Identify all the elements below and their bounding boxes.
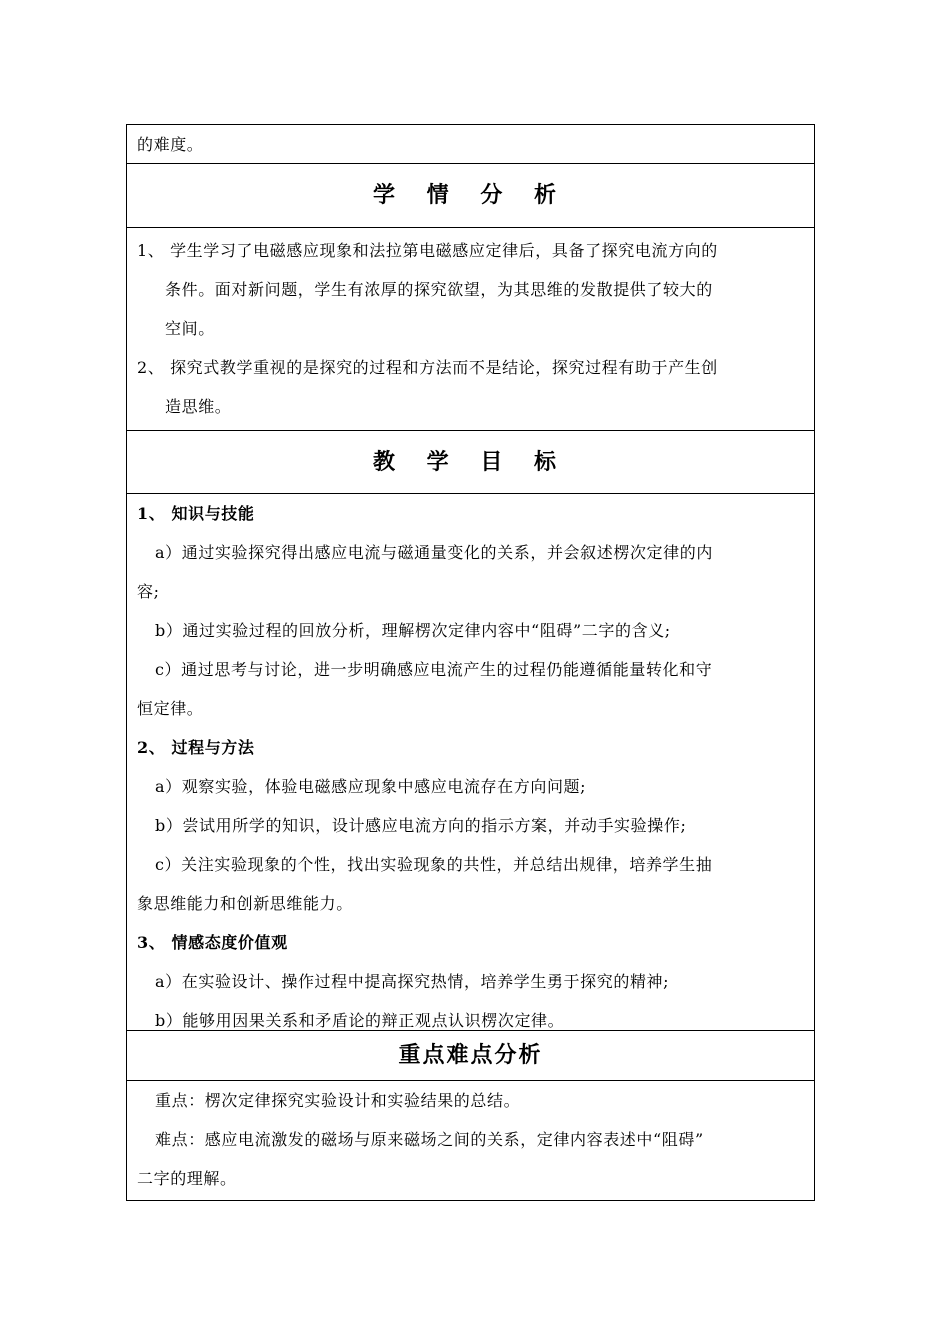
key-point: 重点：楞次定律探究实验设计和实验结果的总结。 [155, 1091, 521, 1110]
goal-2-a: a）观察实验，体验电磁感应现象中感应电流存在方向问题; [155, 777, 587, 796]
goals-body [127, 493, 814, 1030]
goals-header [127, 430, 814, 493]
goal-2-c-line-2: 象思维能力和创新思维能力。 [137, 894, 353, 913]
student-analysis-title: 学 情 分 析 [373, 182, 568, 208]
goal-2-title: 2、 过程与方法 [137, 738, 255, 757]
goals-title: 教 学 目 标 [373, 449, 568, 475]
lesson-plan-table [126, 124, 815, 1201]
student-analysis-body [127, 227, 814, 430]
student-analysis-header [127, 163, 814, 227]
student-item-1-line-2: 条件。面对新问题，学生有浓厚的探究欲望，为其思维的发散提供了较大的 [165, 280, 713, 299]
goal-2-c-line-1: c）关注实验现象的个性，找出实验现象的共性，并总结出规律，培养学生抽 [155, 855, 713, 874]
goal-3-b: b）能够用因果关系和矛盾论的辩正观点认识楞次定律。 [155, 1011, 565, 1030]
goal-1-a-line-2: 容; [137, 582, 160, 601]
top-fragment-cell [127, 125, 814, 163]
student-item-1-line-1: 1、 学生学习了电磁感应现象和法拉第电磁感应定律后，具备了探究电流方向的 [137, 241, 718, 260]
goal-1-b: b）通过实验过程的回放分析，理解楞次定律内容中“阻碍”二字的含义; [155, 621, 671, 640]
difficulty-line-1: 难点：感应电流激发的磁场与原来磁场之间的关系，定律内容表述中“阻碍” [155, 1130, 704, 1149]
key-points-body [127, 1080, 814, 1200]
goal-3-title: 3、 情感态度价值观 [137, 933, 288, 952]
student-item-2-line-1: 2、 探究式教学重视的是探究的过程和方法而不是结论，探究过程有助于产生创 [137, 358, 718, 377]
goal-1-title: 1、 知识与技能 [137, 504, 255, 523]
difficulty-line-2: 二字的理解。 [137, 1169, 237, 1188]
key-points-title: 重点难点分析 [398, 1042, 543, 1068]
student-item-1-line-3: 空间。 [165, 319, 215, 338]
goal-2-b: b）尝试用所学的知识，设计感应电流方向的指示方案，并动手实验操作; [155, 816, 687, 835]
top-fragment: 的难度。 [137, 135, 204, 154]
goal-1-c-line-2: 恒定律。 [137, 699, 204, 718]
goal-1-c-line-1: c）通过思考与讨论，进一步明确感应电流产生的过程仍能遵循能量转化和守 [155, 660, 713, 679]
goal-3-a: a）在实验设计、操作过程中提高探究热情，培养学生勇于探究的精神; [155, 972, 670, 991]
student-item-2-line-2: 造思维。 [165, 397, 232, 416]
goal-1-a-line-1: a）通过实验探究得出感应电流与磁通量变化的关系，并会叙述楞次定律的内 [155, 543, 713, 562]
